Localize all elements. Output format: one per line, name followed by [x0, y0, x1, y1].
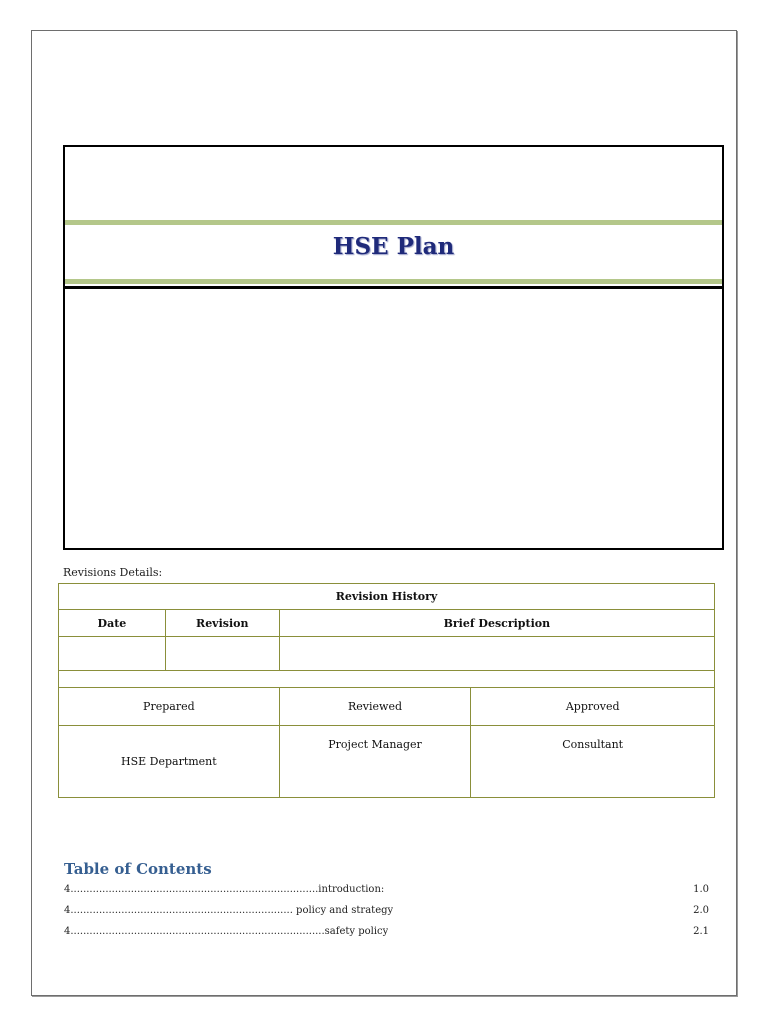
spacer-row: [59, 671, 715, 688]
document-title: HSE Plan: [332, 233, 455, 260]
revision-history-table: [58, 583, 715, 798]
toc-entry-text: 4................................................................................safety policy: [64, 926, 389, 937]
toc-entry[interactable]: [64, 905, 709, 921]
reviewed-by-cell: Project Manager: [279, 726, 471, 798]
cover-title-box: [63, 145, 724, 550]
approved-header: Approved: [471, 688, 715, 726]
column-header-revision: Revision: [165, 610, 279, 637]
toc-entry-text: 4..............................................................................introduction:: [64, 884, 385, 895]
date-cell: [59, 637, 166, 671]
revision-cell: [165, 637, 279, 671]
toc-entry-number: 2.0: [693, 905, 709, 916]
revision-history-heading: Revision History: [59, 584, 715, 610]
approved-by-cell: Consultant: [471, 726, 715, 798]
column-header-brief-description: Brief Description: [279, 610, 714, 637]
description-cell: [279, 637, 714, 671]
prepared-by-cell: HSE Department: [59, 726, 280, 798]
title-rule-bottom: [65, 279, 722, 284]
toc-entry-text: 4...................................................................... policy and strategy: [64, 905, 394, 916]
toc-entry[interactable]: [64, 884, 709, 900]
toc-heading: Table of Contents: [64, 860, 212, 878]
revisions-details-label: Revisions Details:: [63, 566, 163, 579]
reviewed-header: Reviewed: [279, 688, 471, 726]
toc-entry-number: 1.0: [693, 884, 709, 895]
toc-entry[interactable]: [64, 926, 709, 942]
title-band: [65, 147, 722, 289]
title-rule-top: [65, 220, 722, 225]
prepared-header: Prepared: [59, 688, 280, 726]
column-header-date: Date: [59, 610, 166, 637]
toc-entry-number: 2.1: [693, 926, 709, 937]
